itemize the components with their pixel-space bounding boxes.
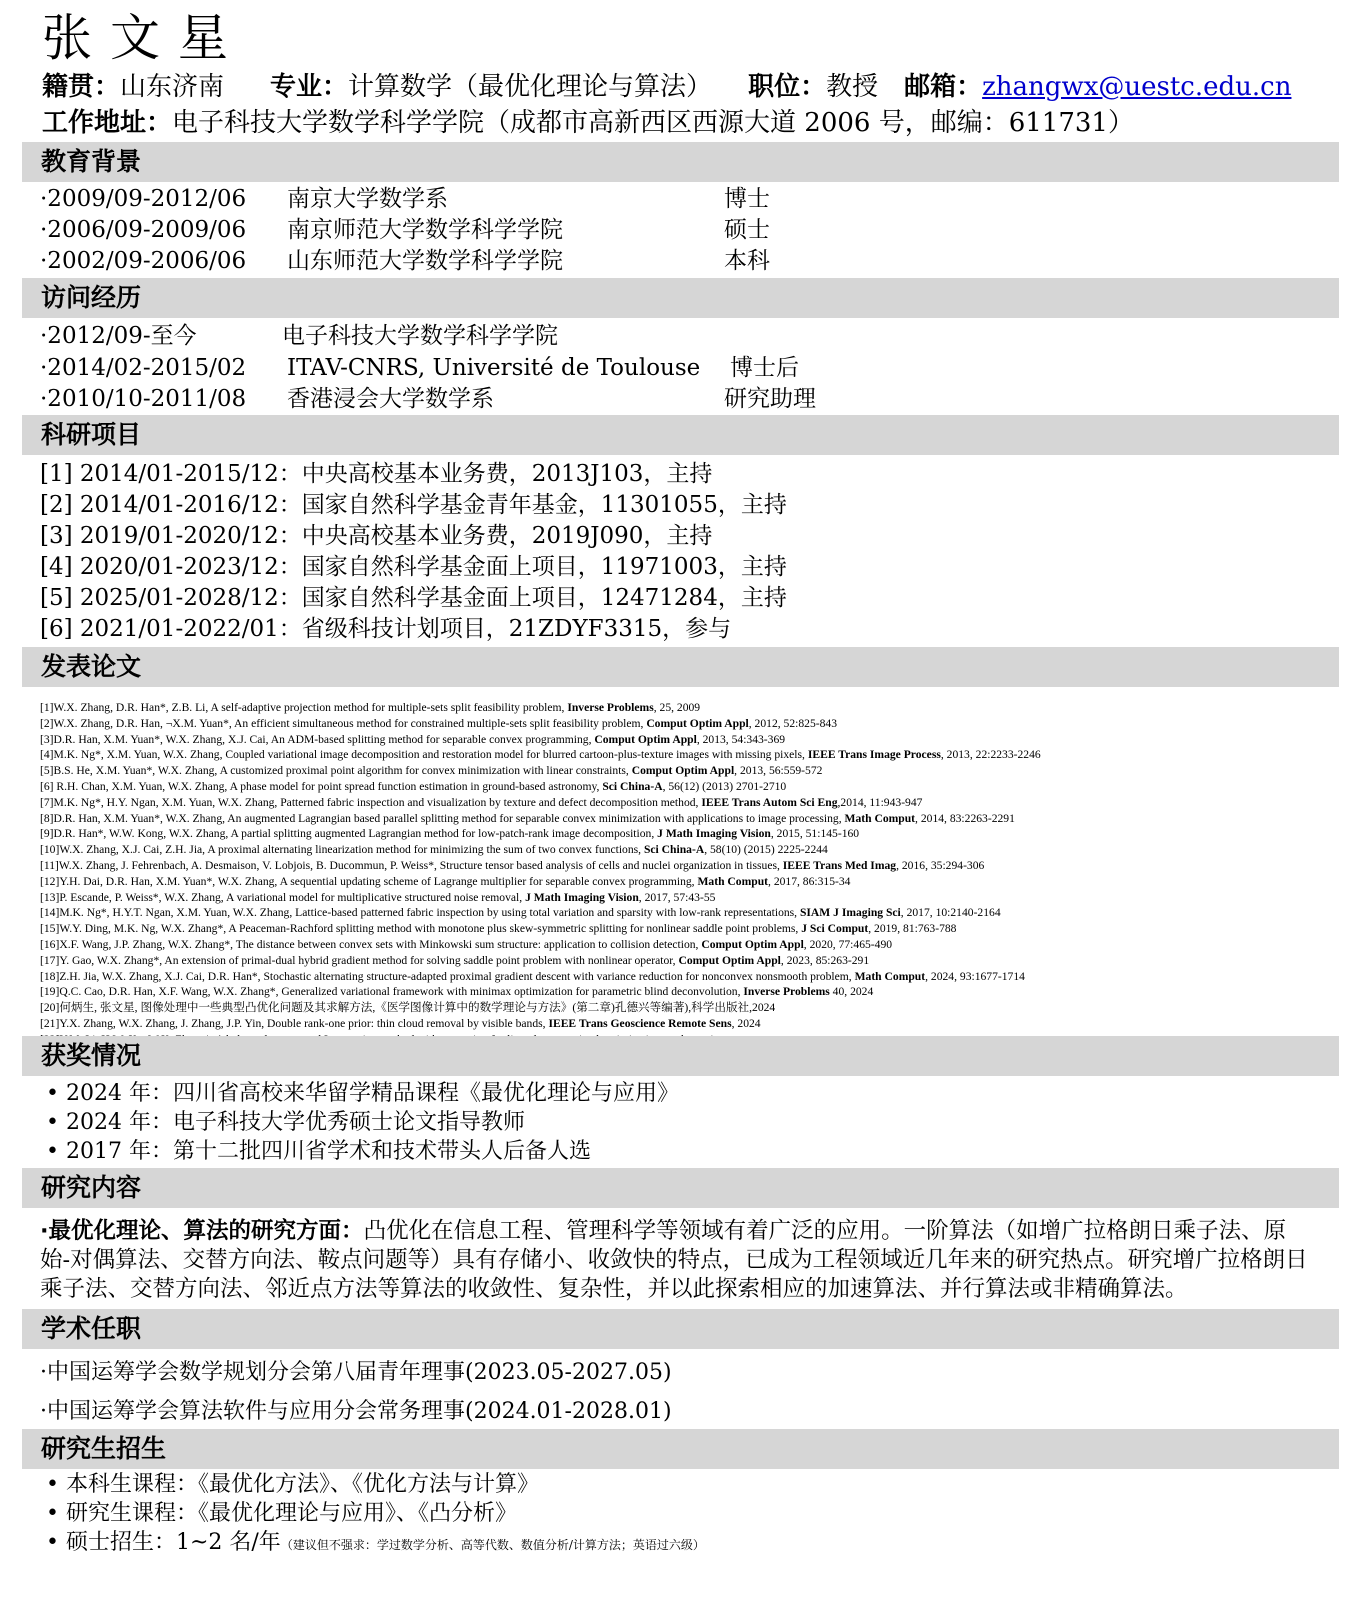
research-paragraph xyxy=(40,1217,1310,1304)
section-title: 研究生招生 xyxy=(41,1434,167,1463)
section-recruitment xyxy=(22,1429,1339,1469)
award-item: • 2024 年：四川省高校来华留学精品课程《最优化理论与应用》 xyxy=(46,1081,679,1106)
paper-item: [10]W.X. Zhang, X.J. Cai, Z.H. Jia, A proximal alternating linearization method for minimizing the sum of two convex functions, Sci China-A, 58(10) (2015) 2225-2244 xyxy=(40,843,828,857)
edu-school: 南京师范大学数学科学学院 xyxy=(287,217,563,243)
section-title: 访问经历 xyxy=(41,283,142,312)
recruit-item: • 本科生课程：《最优化方法》、《优化方法与计算》 xyxy=(46,1472,539,1497)
paper-item: [9]D.R. Han*, W.W. Kong, W.X. Zhang, A partial splitting augmented Lagrangian method for low-patch-rank image decomposition, J Math Imaging Vision, 2015, 51:145-160 xyxy=(40,827,860,841)
paper-list xyxy=(40,700,1340,1048)
section-academic xyxy=(22,1309,1339,1349)
major-label: 专业： xyxy=(270,72,349,102)
academic-item: ·中国运筹学会算法软件与应用分会常务理事(2024.01-2028.01) xyxy=(40,1399,672,1424)
visit-role: 研究助理 xyxy=(724,386,816,412)
edu-degree: 博士 xyxy=(724,186,770,212)
award-item: • 2024 年：电子科技大学优秀硕士论文指导教师 xyxy=(46,1110,525,1135)
visit-org: 电子科技大学数学科学学院 xyxy=(282,323,558,349)
section-title: 研究内容 xyxy=(41,1173,142,1202)
recruit-item xyxy=(46,1528,705,1560)
section-papers xyxy=(22,647,1339,687)
paper-item: [16]X.F. Wang, J.P. Zhang, W.X. Zhang*, The distance between convex sets with Minkowski sum structure: application to collision detection, Comput Optim Appl, 2020, 77:465-490 xyxy=(40,937,893,951)
position-value: 教授 xyxy=(826,72,879,102)
paper-item: [18]Z.H. Jia, W.X. Zhang, X.J. Cai, D.R. Han*, Stochastic alternating structure-adapted proximal gradient descent with variance reduction for nonconvex nonsmooth problem, Math Comput, 2024, 93:1677-1714 xyxy=(40,969,1025,983)
email-link[interactable]: zhangwx@uestc.edu.cn xyxy=(982,72,1292,102)
edu-degree: 本科 xyxy=(724,248,770,274)
paper-item: [1]W.X. Zhang, D.R. Han*, Z.B. Li, A self-adaptive projection method for multiple-sets split feasibility problem, Inverse Problems, 25, 2009 xyxy=(40,701,701,714)
project-item: [5] 2025/01-2028/12：国家自然科学基金面上项目，12471284，主持 xyxy=(40,585,787,611)
email-label: 邮箱： xyxy=(904,72,983,102)
paper-item: [11]W.X. Zhang, J. Fehrenbach, A. Desmaison, V. Lobjois, B. Ducommun, P. Weiss*, Structure tensor based analysis of cells and nuclei organization in tissues, IEEE Trans Med Imag, 2016, 35:294-306 xyxy=(40,858,985,872)
visit-period: ·2014/02-2015/02 xyxy=(40,355,247,381)
address-line xyxy=(42,106,1134,140)
edu-degree: 硕士 xyxy=(724,217,770,243)
paper-item: [17]Y. Gao, W.X. Zhang*, An extension of primal-dual hybrid gradient method for solving saddle point problem with nonlinear operator, Comput Optim Appl, 2023, 85:263-291 xyxy=(40,953,870,967)
recruit-note: （建议但不强求：学过数学分析、高等代数、数值分析/计算方法；英语过六级） xyxy=(280,1538,705,1552)
project-item: [2] 2014/01-2016/12：国家自然科学基金青年基金，11301055，主持 xyxy=(40,492,787,518)
section-title: 发表论文 xyxy=(41,652,142,681)
visit-role: 博士后 xyxy=(730,355,799,381)
paper-item: [21]Y.X. Zhang, W.X. Zhang, J. Zhang, J.P. Yin, Double rank-one prior: thin cloud removal by visible bands, IEEE Trans Geoscience Remote Sens, 2024 xyxy=(40,1016,761,1030)
edu-school: 南京大学数学系 xyxy=(287,186,448,212)
edu-period: ·2002/09-2006/06 xyxy=(40,248,247,274)
section-education xyxy=(22,142,1339,182)
paper-item: [15]W.Y. Ding, M.K. Ng, W.X. Zhang*, A Peaceman-Rachford splitting method with monotone plus skew-symmetric splitting for nonlinear saddle point problems, J Sci Comput, 2019, 81:763-788 xyxy=(40,922,957,936)
paper-item: [5]B.S. He, X.M. Yuan*, W.X. Zhang, A customized proximal point algorithm for convex minimization with linear constraints, Comput Optim Appl, 2013, 56:559-572 xyxy=(40,764,823,778)
recruit-item: • 研究生课程：《最优化理论与应用》、《凸分析》 xyxy=(46,1501,517,1526)
project-item: [1] 2014/01-2015/12：中央高校基本业务费，2013J103，主持 xyxy=(40,461,713,487)
address-label: 工作地址： xyxy=(42,108,173,138)
section-visits xyxy=(22,278,1339,318)
paper-item: [19]Q.C. Cao, D.R. Han, X.F. Wang, W.X. Zhang*, Generalized variational framework with minimax optimization for parametric blind deconvolution, Inverse Problems 40, 2024 xyxy=(40,985,874,999)
research-lead: ·最优化理论、算法的研究方面： xyxy=(40,1218,364,1244)
paper-item: [7]M.K. Ng*, H.Y. Ngan, X.M. Yuan, W.X. Zhang, Patterned fabric inspection and visualization by texture and defect decomposition method, IEEE Trans Autom Sci Eng,2014, 11:943-947 xyxy=(40,795,923,809)
address-value: 电子科技大学数学科学学院（成都市高新西区西源大道 2006 号，邮编：611731） xyxy=(172,108,1134,138)
paper-item: [12]Y.H. Dai, D.R. Han, X.M. Yuan*, W.X. Zhang, A sequential updating scheme of Lagrange multiplier for separable convex programming, Math Comput, 2017, 86:315-34 xyxy=(40,874,851,888)
section-projects xyxy=(22,415,1339,455)
paper-item: [20]何炳生, 张文星, 图像处理中一些典型凸优化问题及其求解方法,《医学图像计算中的数学理论与方法》(第二章)孔德兴等编著),科学出版社,2024 xyxy=(40,1001,776,1015)
major-value: 计算数学（最优化理论与算法） xyxy=(348,72,713,102)
award-item: • 2017 年：第十二批四川省学术和技术带头人后备人选 xyxy=(46,1139,591,1164)
section-research xyxy=(22,1168,1339,1208)
edu-period: ·2006/09-2009/06 xyxy=(40,217,247,243)
paper-item: [3]D.R. Han, X.M. Yuan*, W.X. Zhang, X.J. Cai, An ADM-based splitting method for separable convex programming, Comput Optim Appl, 2013, 54:343-369 xyxy=(40,732,786,746)
project-item: [6] 2021/01-2022/01：省级科技计划项目，21ZDYF3315，参与 xyxy=(40,616,732,642)
paper-item: [14]M.K. Ng*, H.Y.T. Ngan, X.M. Yuan, W.X. Zhang, Lattice-based patterned fabric inspection by using total variation and sparsity with low-rank representations, SIAM J Imaging Sci, 2017, 10:2140-2164 xyxy=(40,906,1001,920)
paper-item: [2]W.X. Zhang, D.R. Han, ¬X.M. Yuan*, An efficient simultaneous method for constrained multiple-sets split feasibility problem, Comput Optim Appl, 2012, 52:825-843 xyxy=(40,716,837,730)
visit-org: ITAV-CNRS, Université de Toulouse xyxy=(287,355,701,381)
edu-school: 山东师范大学数学科学学院 xyxy=(287,248,563,274)
paper-item: [13]P. Escande, P. Weiss*, W.X. Zhang, A variational model for multiplicative structured noise removal, J Math Imaging Vision, 2017, 57:43-55 xyxy=(40,890,716,904)
section-awards xyxy=(22,1036,1339,1076)
hometown-value: 山东济南 xyxy=(120,72,225,102)
research-text: 凸优化在信息工程、管理科学等领域有着广泛的应用。一阶算法（如增广拉格朗日乘子法、原始-对偶算法、交替方向法、鞍点问题等）具有存储小、收敛快的特点，已成为工程领域近几年来的研究热点。研究增广拉格朗日乘子法、交替方向法、邻近点方法等算法的收敛性、复杂性，并以此探索相应的加速算法、并行算法或非精确算法。 xyxy=(40,1218,1308,1302)
project-item: [3] 2019/01-2020/12：中央高校基本业务费，2019J090，主持 xyxy=(40,523,713,549)
basic-info-line xyxy=(42,70,1291,104)
hometown-label: 籍贯： xyxy=(42,72,121,102)
section-title: 获奖情况 xyxy=(41,1041,142,1070)
recruit-text: • 硕士招生：1~2 名/年 xyxy=(46,1530,281,1555)
section-title: 学术任职 xyxy=(41,1314,142,1343)
paper-item: [4]M.K. Ng*, X.M. Yuan, W.X. Zhang, Coupled variational image decomposition and restoration model for blurred cartoon-plus-texture images with missing pixels, IEEE Trans Image Process, 2013, 22:2233-2246 xyxy=(40,748,1041,762)
edu-period: ·2009/09-2012/06 xyxy=(40,186,247,212)
paper-item: [8]D.R. Han, X.M. Yuan*, W.X. Zhang, An augmented Lagrangian based parallel splitting method for separable convex minimization with applications to image processing, Math Comput, 2014, 83:2263-2291 xyxy=(40,811,1015,825)
paper-item: [6] R.H. Chan, X.M. Yuan, W.X. Zhang, A phase model for point spread function estimation in ground-based astronomy, Sci China-A, 56(12) (2013) 2701-2710 xyxy=(40,779,787,793)
section-title: 科研项目 xyxy=(41,420,142,449)
visit-period: ·2010/10-2011/08 xyxy=(40,386,247,412)
section-title: 教育背景 xyxy=(41,147,142,176)
visit-period: ·2012/09-至今 xyxy=(40,323,197,349)
visit-org: 香港浸会大学数学系 xyxy=(287,386,494,412)
person-name: 张文星 xyxy=(42,9,246,67)
project-item: [4] 2020/01-2023/12：国家自然科学基金面上项目，11971003，主持 xyxy=(40,554,787,580)
academic-item: ·中国运筹学会数学规划分会第八届青年理事(2023.05-2027.05) xyxy=(40,1360,672,1385)
position-label: 职位： xyxy=(748,72,827,102)
